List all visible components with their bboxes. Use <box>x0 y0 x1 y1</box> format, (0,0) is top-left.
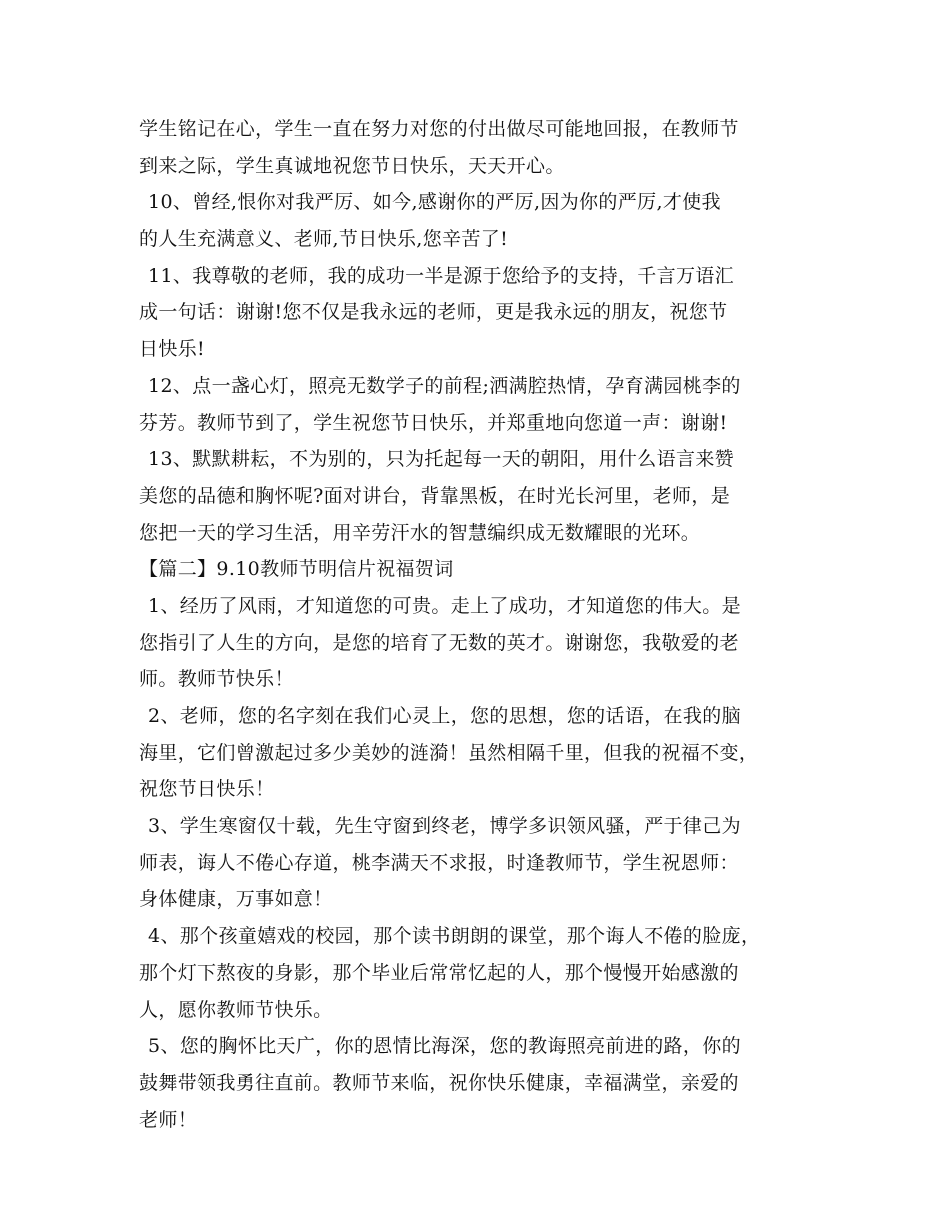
text-line: 人，愿你教师节快乐。 <box>139 998 333 1021</box>
text-line: 日快乐! <box>139 338 206 361</box>
text-line: 身体健康，万事如意！ <box>139 888 333 911</box>
text-line: 师。教师节快乐！ <box>139 668 294 691</box>
text-line: 鼓舞带领我勇往直前。教师节来临，祝你快乐健康，幸福满堂，亲爱的 <box>139 1071 739 1094</box>
text-line: 您把一天的学习生活，用辛劳汗水的智慧编织成无数耀眼的光环。 <box>139 521 701 544</box>
text-line: 祝您节日快乐！ <box>139 778 275 801</box>
text-line: 师表，诲人不倦心存道，桃李满天不求报，时逢教师节，学生祝恩师： <box>139 851 739 874</box>
text-line: 美您的品德和胸怀呢?面对讲台，背靠黑板，在时光长河里，老师，是 <box>139 484 731 507</box>
text-line: 1、经历了风雨，才知道您的可贵。走上了成功，才知道您的伟大。是 <box>148 594 741 617</box>
text-line: 4、那个孩童嬉戏的校园，那个读书朗朗的课堂，那个诲人不倦的脸庞， <box>148 925 761 948</box>
text-line: 您指引了人生的方向，是您的培育了无数的英才。谢谢您，我敬爱的老 <box>139 631 739 654</box>
text-line: 老师！ <box>139 1108 198 1131</box>
text-line: 芬芳。教师节到了，学生祝您节日快乐，并郑重地向您道一声：谢谢! <box>139 411 728 434</box>
document-body <box>139 111 819 1138</box>
text-line: 海里，它们曾激起过多少美妙的涟漪！虽然相隔千里，但我的祝福不变， <box>139 741 759 764</box>
text-line: 成一句话：谢谢!您不仅是我永远的老师，更是我永远的朋友，祝您节 <box>139 301 728 324</box>
text-line: 10、曾经,恨你对我严厉、如今,感谢你的严厉,因为你的严厉,才使我 <box>148 191 721 214</box>
text-line: 13、默默耕耘，不为别的，只为托起每一天的朝阳，用什么语言来赞 <box>148 448 735 471</box>
text-line: 11、我尊敬的老师，我的成功一半是源于您给予的支持，千言万语汇 <box>148 264 735 287</box>
text-line: 的人生充满意义、老师,节日快乐,您辛苦了! <box>139 228 509 251</box>
text-line: 3、学生寒窗仅十载，先生守窗到终老，博学多识领风骚，严于律己为 <box>148 815 741 838</box>
text-line: 学生铭记在心，学生一直在努力对您的付出做尽可能地回报，在教师节 <box>139 118 739 140</box>
text-line: 2、老师，您的名字刻在我们心灵上，您的思想，您的话语，在我的脑 <box>148 705 741 727</box>
text-line: 12、点一盏心灯，照亮无数学子的前程;洒满腔热情，孕育满园桃李的 <box>148 374 741 397</box>
section-heading: 【篇二】9.10教师节明信片祝福贺词 <box>139 558 454 581</box>
text-line: 5、您的胸怀比天广，你的恩情比海深，您的教诲照亮前进的路，你的 <box>148 1035 741 1058</box>
text-line: 到来之际，学生真诚地祝您节日快乐，天天开心。 <box>139 154 565 177</box>
text-line: 那个灯下熬夜的身影，那个毕业后常常忆起的人，那个慢慢开始感激的 <box>139 961 739 984</box>
